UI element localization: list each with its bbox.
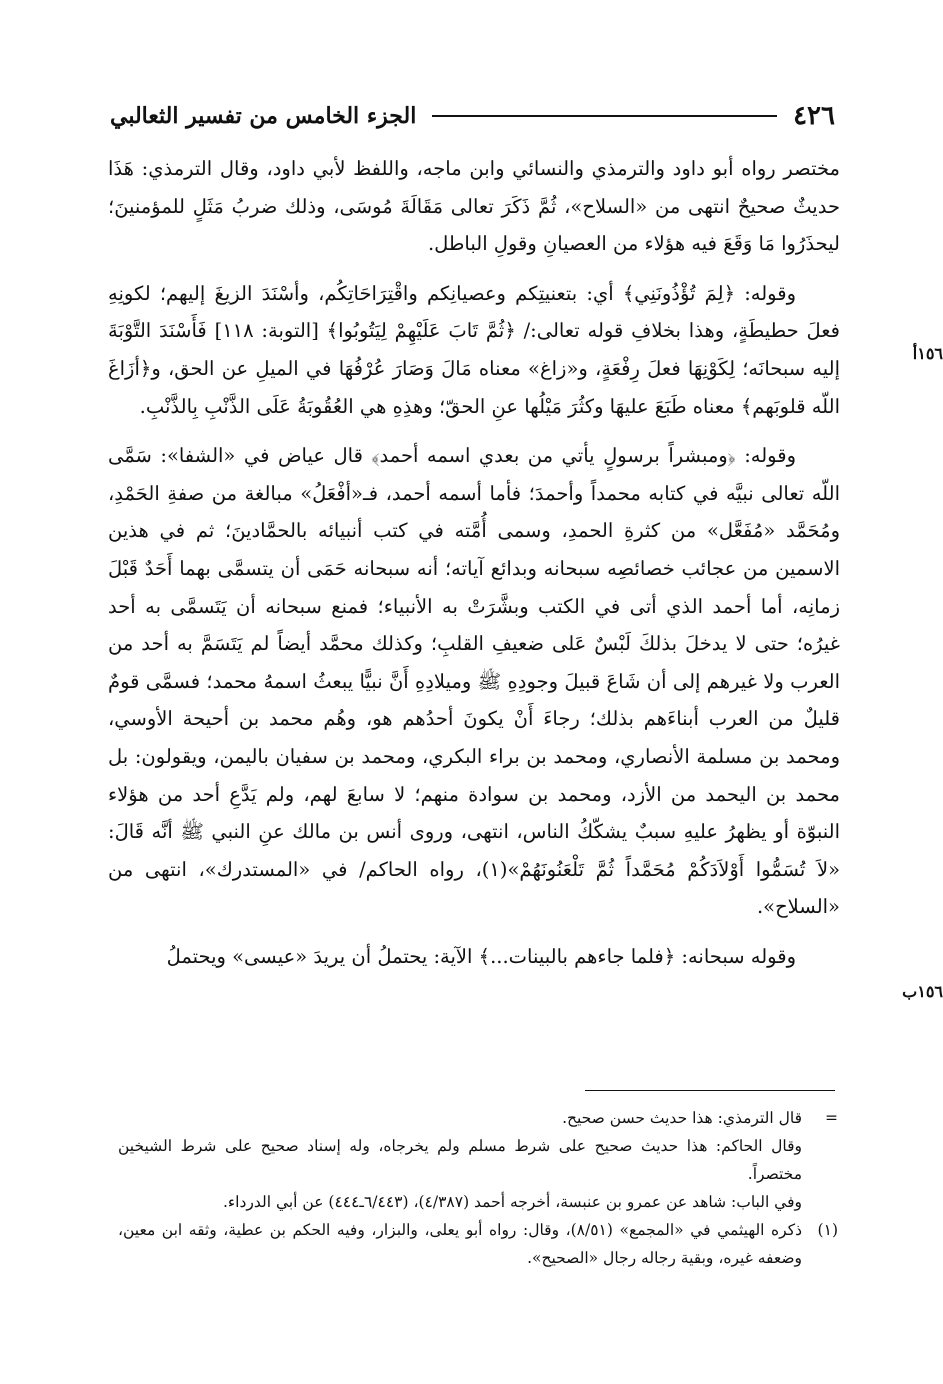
footnote-marker: = bbox=[825, 1109, 838, 1127]
manuscript-folio-marker: ١٥٦ب bbox=[902, 982, 943, 1001]
footnote-text: وفي الباب: شاهد عن عمرو بن عنبسة، أخرجه أحمد (٤/٣٨٧)، (٦/٤٤٣ـ٤٤٤) عن أبي الدرداء. bbox=[222, 1193, 802, 1211]
footnote-separator bbox=[585, 1090, 835, 1091]
footnote-marker bbox=[802, 1132, 838, 1188]
paragraph: مختصر رواه أبو داود والترمذي والنسائي وابن ماجه، واللفظ لأبي داود، وقال الترمذي: هَذَا حديثٌ صحيحٌ انتهى من «السلاح»، ثُمَّ ذَكَرَ تعالى مَقَالَةَ مُوسَى، وذلك ضربُ مَثَلٍ للمؤمنينَ؛ ليحذَرُوا مَا وَقَعَ فيه هؤلاء من العصيانِ وقولِ الباطل. bbox=[108, 157, 840, 256]
footnote-text: وقال الحاكم: هذا حديث صحيح على شرط مسلم ولم يخرجاه، وله إسناد صحيح على شرط الشيخين مختصراً. bbox=[118, 1137, 802, 1183]
page-number: ٤٢٦ bbox=[793, 101, 835, 131]
footnote-text: قال الترمذي: هذا حديث حسن صحيح. bbox=[562, 1109, 802, 1127]
running-title: الجزء الخامس من تفسير الثعالبي bbox=[110, 103, 417, 129]
header-rule bbox=[432, 115, 777, 117]
footnote bbox=[118, 1216, 838, 1272]
footnotes bbox=[118, 1104, 838, 1272]
footnote bbox=[118, 1188, 838, 1216]
footnote-text: ذكره الهيثمي في «المجمع» (٨/٥١)، وقال: رواه أبو يعلى، والبزار، وفيه الحكم بن عطية، وثقه ابن معين، وضعفه غيره، وبقية رجاله رجال «الصحيح». bbox=[118, 1221, 802, 1267]
paragraph: وقوله: ﴿لِمَ تُؤْذُونَنِي﴾ أي: بتعنيتِكم وعصيانِكم واقْتِرَاحَاتِكُم، وأسْنَدَ الزيغَ إليهم؛ لكونِهِ فعلَ حطيطَةٍ، وهذا بخلافِ قوله تعالى:/ ﴿ثُمَّ تَابَ عَلَيْهِمْ لِيَتُوبُوا﴾ [التوبة: ١١٨] فَأَسْنَدَ التَّوْبَةَ إليه سبحانَه؛ لِكَوْنِهَا فعلَ رِفْعَةٍ، و«زاغ» معناه مَالَ وَصَارَ عُرْفُهَا في الميلِ عن الحق، و﴿أزَاغَ اللّه قلوبَهم﴾ معناه طَبَعَ عليهَا وكثُرَ مَيْلُها عنِ الحقّ؛ وهذِهِ هي العُقُوبَةُ عَلَى الذَّنْبِ بِالذَّنْبِ. bbox=[108, 281, 840, 418]
footnote bbox=[118, 1104, 838, 1132]
paragraph: وقوله سبحانه: ﴿فلما جاءهم بالبينات...﴾ الآية: يحتملُ أن يريدَ «عيسى» ويحتملُ bbox=[166, 944, 796, 968]
paragraph: وقوله: ﴿ومبشراً برسولٍ يأتي من بعدي اسمه أحمد﴾ قال عياض في «الشفا»: سَمَّى اللّه تعالى نبيَّه في كتابه محمداً وأحمدَ؛ فأما أسمه أحمد، فـ«أفْعَلُ» مبالغة من صفةِ الحَمْدِ، ومُحَمَّد «مُفَعَّل» من كثرةِ الحمدِ، وسمى أُمَّته في كتب أنبيائه بالحمَّادينَ؛ ثم في هذين الاسمين من عجائب خصائصِه سبحانه وبدائع آياته؛ أنه سبحانه حَمَى أن يتسمَّى بهما أَحَدٌ قَبْلَ زمانِه، أما أحمد الذي أتى في الكتب وبشَّرَتْ به الأنبياء؛ فمنع سبحانه أن يَتَسمَّى به أحد غيرُه؛ حتى لا يدخلَ بذلكَ لَبْسٌ عَلى ضعيفِ القلبِ؛ وكذلك محمَّد أيضاً لم يَتَسَمَّ به أحد من العرب ولا غيرهم إلى أن شَاعَ قبيلَ وجودِهِ ﷺ وميلادِهِ أَنَّ نبيًّا يبعثُ اسمهُ محمد؛ فسمَّى قومٌ قليلٌ من العرب أبناءَهم بذلك؛ رجاءَ أَنْ يكونَ أحدُهم هو، وهُم محمد بن أحيحة الأوسي، ومحمد بن مسلمة الأنصاري، ومحمد بن براء البكري، ومحمد بن سفيان باليمن، ويقولون: بل محمد بن اليحمد من الأزد، ومحمد بن سوادة منهم؛ لا سابعَ لهم، ولم يَدَّعِ أحد من هؤلاء النبوّة أو يظهرُ عليهِ سببٌ يشكّكُ الناس، انتهى، وروى أنس بن مالك عنِ النبي ﷺ أنَّه قَالَ: «لاَ تُسَمُّوا أَوْلاَدَكُمْ مُحَمَّداً ثُمَّ تَلْعَنُونَهُمْ»(١)، رواه الحاكم/ في «المستدرك»، انتهى من «السلاح». bbox=[108, 444, 841, 919]
footnote bbox=[118, 1132, 838, 1188]
running-header bbox=[110, 96, 835, 136]
footnote-marker: (١) bbox=[817, 1221, 838, 1239]
footnote-marker bbox=[802, 1188, 838, 1216]
body-text bbox=[108, 150, 840, 987]
manuscript-folio-marker: ١٥٦أ bbox=[912, 344, 943, 363]
